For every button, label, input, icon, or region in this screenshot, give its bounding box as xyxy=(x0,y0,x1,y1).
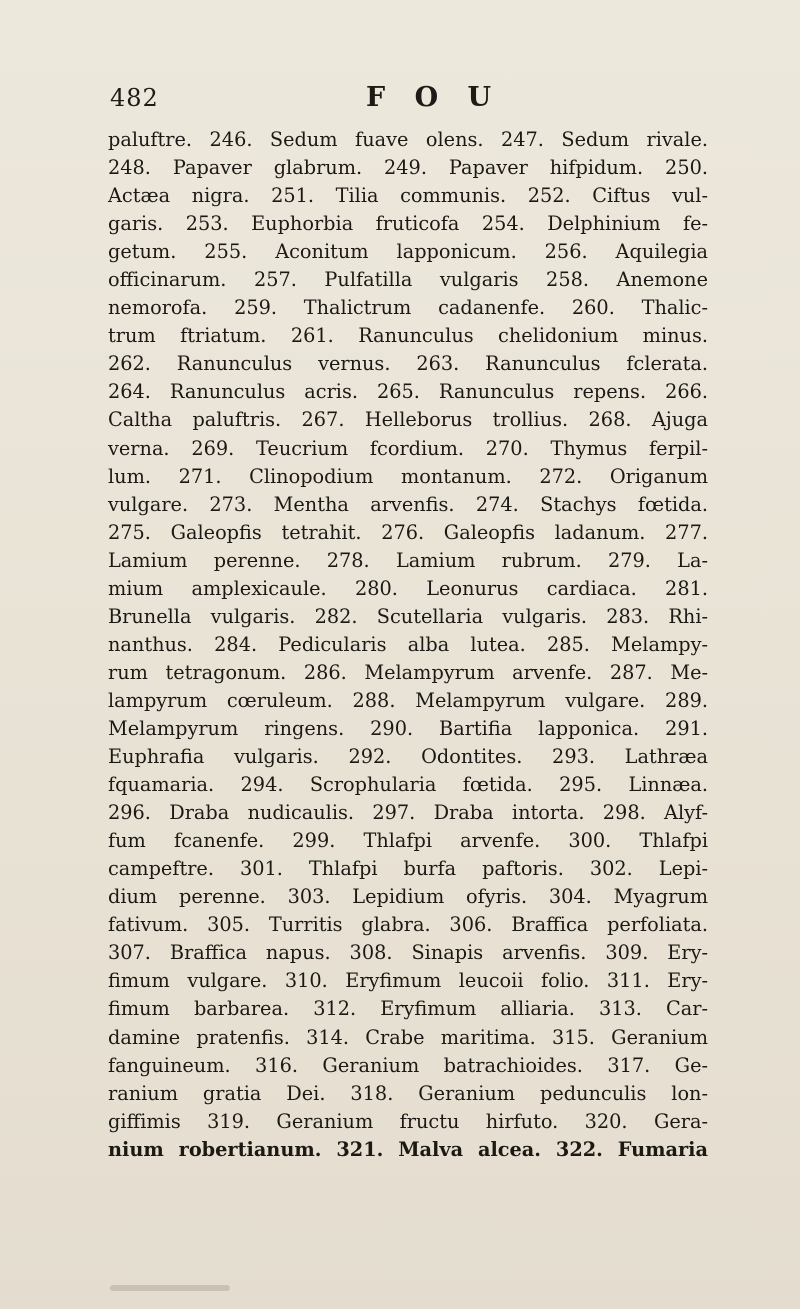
text-line: 275. Galeopfis tetrahit. 276. Galeopfis ladanum. 277. xyxy=(108,520,708,544)
text-line: nemorofa. 259. Thalictrum cadanenfe. 260. Thalic- xyxy=(108,296,708,320)
text-line: verna. 269. Teucrium fcordium. 270. Thymus ferpil- xyxy=(108,436,708,460)
text-line: dium perenne. 303. Lepidium ofyris. 304. Myagrum xyxy=(108,885,708,909)
text-line: fimum barbarea. 312. Eryfimum alliaria. 313. Car- xyxy=(108,997,708,1021)
text-line: Lamium perenne. 278. Lamium rubrum. 279. La- xyxy=(108,548,708,572)
text-line: nium robertianum. 321. Malva alcea. 322. Fumaria xyxy=(108,1137,708,1161)
text-line: getum. 255. Aconitum lapponicum. 256. Aquilegia xyxy=(108,240,708,264)
text-line: Euphrafia vulgaris. 292. Odontites. 293. Lathræa xyxy=(108,745,708,769)
running-head: F O U xyxy=(366,82,502,113)
text-line: 296. Draba nudicaulis. 297. Draba intorta. 298. Alyf- xyxy=(108,801,708,825)
text-line: fum fcanenfe. 299. Thlafpi arvenfe. 300. Thlafpi xyxy=(108,829,708,853)
text-line: officinarum. 257. Pulfatilla vulgaris 258. Anemone xyxy=(108,268,708,292)
text-line: nanthus. 284. Pedicularis alba lutea. 285. Melampy- xyxy=(108,632,708,656)
text-line: fanguineum. 316. Geranium batrachioides. 317. Ge- xyxy=(108,1053,708,1077)
text-line: fimum vulgare. 310. Eryfimum leucoii folio. 311. Ery- xyxy=(108,969,708,993)
text-line: fquamaria. 294. Scrophularia fœtida. 295. Linnæa. xyxy=(108,773,708,797)
text-line: garis. 253. Euphorbia fruticofa 254. Delphinium fe- xyxy=(108,212,708,236)
text-line: 264. Ranunculus acris. 265. Ranunculus repens. 266. xyxy=(108,380,708,404)
text-line: paluftre. 246. Sedum fuave olens. 247. Sedum rivale. xyxy=(108,128,708,151)
text-line: 262. Ranunculus vernus. 263. Ranunculus fclerata. xyxy=(108,352,708,376)
text-line: trum ftriatum. 261. Ranunculus chelidonium minus. xyxy=(108,324,708,348)
text-line: rum tetragonum. 286. Melampyrum arvenfe. 287. Me- xyxy=(108,660,708,684)
text-line: Brunella vulgaris. 282. Scutellaria vulgaris. 283. Rhi- xyxy=(108,604,708,628)
text-line: vulgare. 273. Mentha arvenfis. 274. Stachys fœtida. xyxy=(108,492,708,516)
text-line: giffimis 319. Geranium fructu hirfuto. 320. Gera- xyxy=(108,1109,708,1133)
text-line: lampyrum cœruleum. 288. Melampyrum vulgare. 289. xyxy=(108,688,708,712)
text-line: 307. Braffica napus. 308. Sinapis arvenfis. 309. Ery- xyxy=(108,941,708,965)
page-number: 482 xyxy=(110,84,159,112)
text-line: ranium gratia Dei. 318. Geranium pedunculis lon- xyxy=(108,1081,708,1105)
text-line: campeftre. 301. Thlafpi burfa paftoris. 302. Lepi- xyxy=(108,857,708,881)
text-line: damine pratenfis. 314. Crabe maritima. 315. Geranium xyxy=(108,1025,708,1049)
text-line: mium amplexicaule. 280. Leonurus cardiaca. 281. xyxy=(108,576,708,600)
text-line: lum. 271. Clinopodium montanum. 272. Origanum xyxy=(108,464,708,488)
body-text xyxy=(108,126,708,1164)
ink-smudge xyxy=(110,1285,230,1291)
text-line: 248. Papaver glabrum. 249. Papaver hifpidum. 250. xyxy=(108,156,708,180)
text-line: fativum. 305. Turritis glabra. 306. Braffica perfoliata. xyxy=(108,913,708,937)
page-header xyxy=(110,84,710,124)
text-line: Actæa nigra. 251. Tilia communis. 252. Ciftus vul- xyxy=(108,184,708,208)
text-line: Melampyrum ringens. 290. Bartifia lapponica. 291. xyxy=(108,716,708,740)
text-line: Caltha paluftris. 267. Helleborus trollius. 268. Ajuga xyxy=(108,408,708,432)
